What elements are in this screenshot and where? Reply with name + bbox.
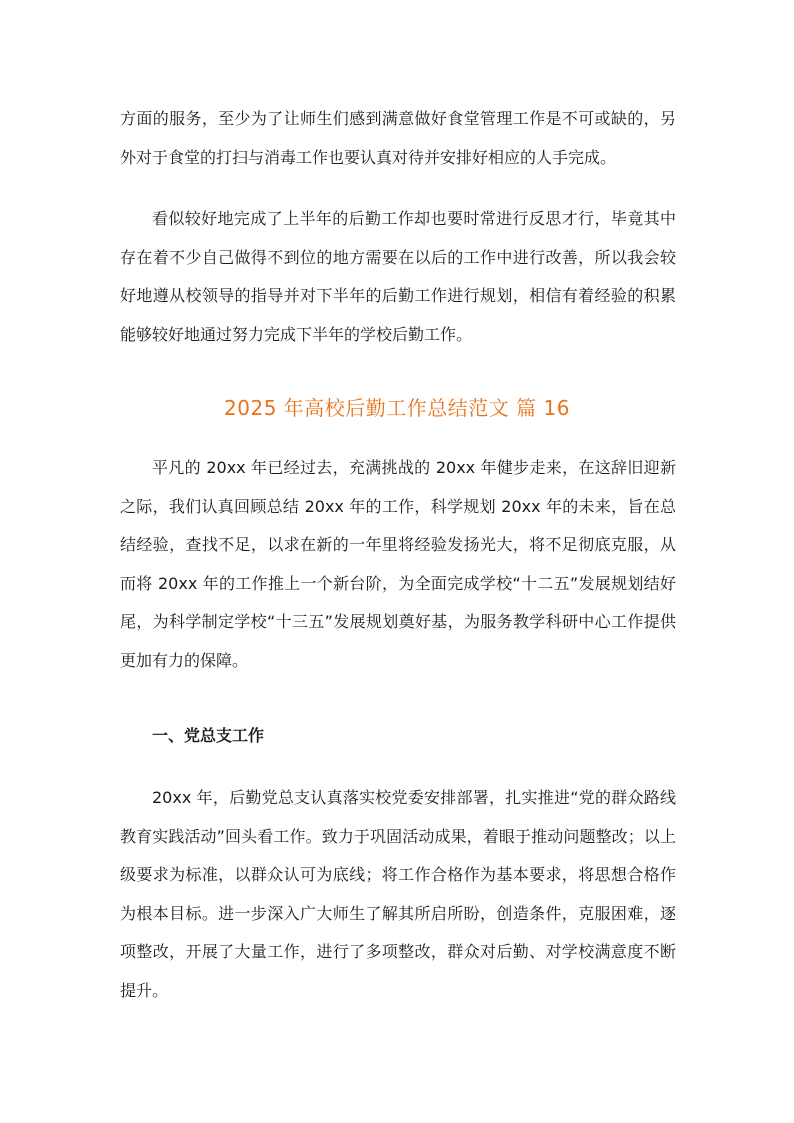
paragraph-intro: 平凡的 20xx 年已经过去，充满挑战的 20xx 年健步走来，在这辞旧迎新之际，我们认真回顾总结 20xx 年的工作，科学规划 20xx 年的未来，旨在总结经验，查找不足，以求在新的一年里将经验发扬光大，将不足彻底克服，从而将 20xx 年的工作推上一个新台阶，为全面完成学校“十二五”发展规划结好尾，为科学制定学校“十三五”发展规划奠好基，为服务教学科研中心工作提供更加有力的保障。 [120, 458, 676, 670]
paragraph-reflection: 看似较好地完成了上半年的后勤工作却也要时常进行反思才行，毕竟其中存在着不少自己做得不到位的地方需要在以后的工作中进行改善，所以我会较好地遵从校领导的指导并对下半年的后勤工作进行规划，相信有着经验的积累能够较好地通过努力完成下半年的学校后勤工作。 [120, 209, 676, 344]
heading-party-work: 一、党总支工作 [152, 726, 265, 745]
paragraph-continued: 方面的服务，至少为了让师生们感到满意做好食堂管理工作是不可或缺的，另外对于食堂的打扫与消毒工作也要认真对待并安排好相应的人手完成。 [120, 109, 676, 167]
paragraph-party-work: 20xx 年，后勤党总支认真落实校党委安排部署，扎实推进“党的群众路线教育实践活动”回头看工作。致力于巩固活动成果，着眼于推动问题整改；以上级要求为标准，以群众认可为底线；将工作合格作为基本要求，将思想合格作为根本目标。进一步深入广大师生了解其所启所盼，创造条件，克服困难，逐项整改，开展了大量工作，进行了多项整改，群众对后勤、对学校满意度不断提升。 [120, 788, 676, 1000]
section-title: 2025 年高校后勤工作总结范文 篇 16 [224, 396, 570, 420]
